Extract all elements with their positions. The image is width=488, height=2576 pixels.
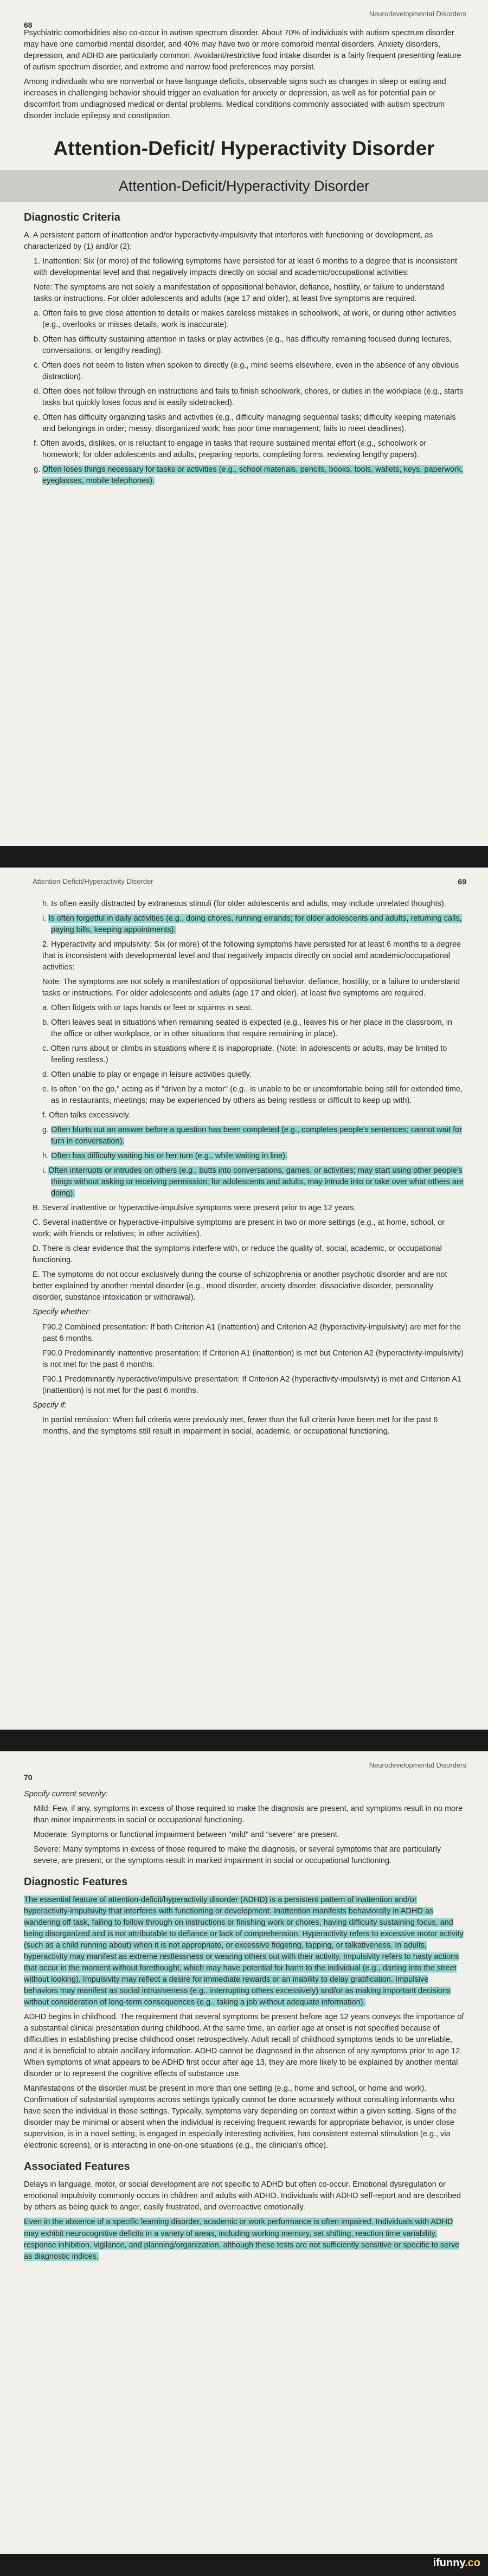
note: Note: The symptoms are not solely a manifestation of oppositional behavior, defiance, hostility, or failure to understand tasks or instructions. For older adolescents and adults (age 17 and older), at least five symptoms are required. <box>34 282 445 303</box>
page-number: 68 <box>24 21 33 29</box>
body-paragraph: Manifestations of the disorder must be present in more than one setting (e.g., home and school, or home and work). Confirmation of substantial symptoms across settings typically cannot be done accurately without consulting informants who have seen the individual in those settings. Typically, symptoms vary depending on context within a given setting. Signs of the disorder may be minimal or absent when the individual is receiving frequent rewards for appropriate behavior, is under close supervision, is in a novel setting, is engaged in especially interesting activities, has consistent external stimulation (e.g., via electronic screens), or is interacting in one-on-one situations (e.g., the clinician's office). <box>24 2084 457 2150</box>
specify-whether: Specify whether: <box>33 1308 91 1317</box>
list-item: a. Often fails to give close attention to details or makes careless mistakes in schoolwork, at work, or during other activities (e.g., overlooks or misses details, work is inaccurate). <box>42 308 464 331</box>
list-item: e. Often has difficulty organizing tasks and activities (e.g., difficulty managing sequential tasks; difficulty keeping materials and belongings in order; messy, disorganized work; has poor time management; fails to meet deadlines). <box>42 412 464 435</box>
criterion-a: A. A persistent pattern of inattention and/or hyperactivity-impulsivity that interferes with functioning or development, as characterized by (1) and/or (2): <box>24 230 433 251</box>
list-item: f. Often avoids, dislikes, or is reluctant to engage in tasks that require sustained mental effort (e.g., schoolwork or homework; for older adolescents and adults, preparing reports, completing forms, reviewing lengthy papers). <box>42 438 464 461</box>
intro-paragraph: Among individuals who are nonverbal or have language deficits, observable signs such as changes in sleep or eating and increases in challenging behavior should trigger an evaluation for anxiety or depression, as well as for potential pain or discomfort from undiagnosed medical or dental problems. Medical conditions commonly associated with autism spectrum disorder include epilepsy and constipation. <box>24 78 446 121</box>
watermark-logo: ifunny.co <box>433 2557 480 2569</box>
criterion-d: D. There is clear evidence that the symptoms interfere with, or reduce the quality of, social, academic, or occupational functioning. <box>33 1244 442 1265</box>
list-item-highlighted: g. Often loses things necessary for tasks or activities (e.g., school materials, pencils, books, tools, wallets, keys, paperwork, eyeglasses, mobile telephones). <box>42 464 464 487</box>
inattention-list <box>24 308 464 487</box>
list-item: d. Often unable to play or engage in leisure activities quietly. <box>51 1069 464 1081</box>
book-page-68 <box>0 0 488 846</box>
list-item: c. Often does not seem to listen when spoken to directly (e.g., mind seems elsewhere, even in the absence of any obvious distraction). <box>42 360 464 383</box>
specifier-hyperactive: F90.1 Predominantly hyperactive/impulsive presentation: If Criterion A2 (hyperactivity-impulsivity) is met and Criterion A1 (inattention) is not met for the past 6 months. <box>42 1374 461 1395</box>
hyperactivity-heading: 2. Hyperactivity and impulsivity: Six (or more) of the following symptoms have persisted for at least 6 months to a degree that is inconsistent with developmental level and that negatively impacts directly on social and academic/occupational activities: <box>42 940 461 972</box>
partial-remission: In partial remission: When full criteria were previously met, fewer than the full criteria have been met for the past 6 months, and the symptoms still result in impairment in social, academic, or occupational functioning. <box>42 1415 438 1436</box>
list-item: b. Often leaves seat in situations when remaining seated is expected (e.g., leaves his or her place in the classroom, in the office or other workplace, or in other situations that require remaining in place). <box>51 1017 464 1040</box>
book-page-70 <box>0 1751 488 2554</box>
specifier-combined: F90.2 Combined presentation: If both Criterion A1 (inattention) and Criterion A2 (hyperactivity-impulsivity) are met for the past 6 months. <box>42 1322 461 1343</box>
list-item: h. Is often easily distracted by extraneous stimuli (for older adolescents and adults, may include unrelated thoughts). <box>51 898 464 910</box>
hyperactivity-list <box>33 1003 464 1199</box>
list-item: b. Often has difficulty sustaining attention in tasks or play activities (e.g., has difficulty remaining focused during lectures, conversations, or lengthy reading). <box>42 334 464 357</box>
specify-if: Specify if: <box>33 1401 67 1410</box>
running-head: Attention-Deficit/Hyperactivity Disorder <box>33 877 153 885</box>
list-item-highlighted: i. Is often forgetful in daily activities (e.g., doing chores, running errands; for older adolescents and adults, returning calls, paying bills, keeping appointments). <box>51 913 464 936</box>
list-item-highlighted: i. Often interrupts or intrudes on others (e.g., butts into conversations, games, or activities; may start using other people's things without asking or receiving permission; for adolescents and adults, may intrude into or take over what others are doing). <box>51 1165 464 1199</box>
section-heading: Diagnostic Criteria <box>24 211 120 223</box>
list-item: c. Often runs about or climbs in situations where it is inappropriate. (Note: In adolescents or adults, may be limited to feeling restless.) <box>51 1043 464 1066</box>
list-item-highlighted: h. Often has difficulty waiting his or her turn (e.g., while waiting in line). <box>51 1151 464 1162</box>
body-paragraph: Even in the absence of a specific learning disorder, academic or work performance is often impaired. Individuals with ADHD may exhibit neurocognitive deficits in a variety of areas, including working memory, set shifting, reaction time variability, response inhibition, vigilance, and planning/organization, although these tests are not sufficiently sensitive or specific to serve as diagnostic indices. <box>24 2218 460 2261</box>
running-head: Neurodevelopmental Disorders <box>369 1761 466 1769</box>
list-item-highlighted: g. Often blurts out an answer before a question has been completed (e.g., completes people's sentences; cannot wait for turn in conversation). <box>51 1125 464 1147</box>
watermark-bar <box>0 2554 488 2576</box>
inattention-list-continued <box>33 898 464 936</box>
page-number: 70 <box>24 1773 33 1782</box>
section-heading: Associated Features <box>24 2161 130 2173</box>
note: Note: The symptoms are not solely a manifestation of oppositional behavior, defiance, hostility, or a failure to understand tasks or instructions. For older adolescents and adults (age 17 and older), at least five symptoms are required. <box>42 978 460 998</box>
list-item: d. Often does not follow through on instructions and fails to finish schoolwork, chores, or duties in the workplace (e.g., starts tasks but quickly loses focus and is easily sidetracked). <box>42 386 464 409</box>
severity-severe: Severe: Many symptoms in excess of those required to make the diagnosis, or several symptoms that are particularly severe, are present, or the symptoms result in marked impairment in social or occupational functioning. <box>34 1845 441 1866</box>
criterion-c: C. Several inattentive or hyperactive-impulsive symptoms are present in two or more settings (e.g., at home, school, or work; with friends or relatives; in other activities). <box>33 1218 445 1239</box>
disorder-title-bar: Attention-Deficit/Hyperactivity Disorder <box>0 170 488 202</box>
running-head: Neurodevelopmental Disorders <box>369 10 466 18</box>
list-item: e. Is often "on the go," acting as if "driven by a motor" (e.g., is unable to be or uncomfortable being still for extended time, as in restaurants, meetings; may be experienced by others as being restless or difficult to keep up with). <box>51 1084 464 1107</box>
intro-paragraph: Psychiatric comorbidities also co-occur in autism spectrum disorder. About 70% of individuals with autism spectrum disorder may have one comorbid mental disorder, and 40% may have two or more comorbid mental disorders. Anxiety disorders, depression, and ADHD are particularly common. Avoidant/restrictive food intake disorder is a fairly frequent presenting feature of autism spectrum disorder, and extreme and narrow food preferences may persist. <box>24 29 461 72</box>
specifier-inattentive: F90.0 Predominantly inattentive presentation: If Criterion A1 (inattention) is met but Criterion A2 (hyperactivity-impulsivity) is not met for the past 6 months. <box>42 1348 464 1369</box>
severity-moderate: Moderate: Symptoms or functional impairment between "mild" and "severe" are present. <box>34 1830 339 1840</box>
criterion-b: B. Several inattentive or hyperactive-impulsive symptoms were present prior to age 12 years. <box>33 1204 356 1213</box>
page-number: 69 <box>458 877 466 886</box>
list-item: f. Often talks excessively. <box>51 1110 464 1121</box>
body-paragraph: ADHD begins in childhood. The requirement that several symptoms be present before age 12 years conveys the importance of a substantial clinical presentation during childhood. At the same time, an earlier age at onset is not specified because of difficulties in establishing precise childhood onset retrospectively. Adult recall of childhood symptoms tends to be unreliable, and it is beneficial to obtain ancillary information. ADHD cannot be diagnosed in the absence of any symptoms prior to age 12. When symptoms of what appears to be ADHD first occur after age 13, they are more likely to be explained by another mental disorder or to represent the cognitive effects of substance use. <box>24 2013 464 2079</box>
chapter-title: Attention-Deficit/ Hyperactivity Disorder <box>53 137 435 160</box>
section-heading: Diagnostic Features <box>24 1876 128 1888</box>
severity-heading: Specify current severity: <box>24 1790 108 1798</box>
book-page-69 <box>0 868 488 1730</box>
body-paragraph: Delays in language, motor, or social development are not specific to ADHD but often co-occur. Emotional dysregulation or emotional impulsivity commonly occurs in children and adults with ADHD. Individuals with ADHD self-report and are described by others as being quick to anger, easily frustrated, and overreactive emotionally. <box>24 2180 461 2212</box>
list-item: a. Often fidgets with or taps hands or feet or squirms in seat. <box>51 1003 464 1014</box>
criterion-e: E. The symptoms do not occur exclusively during the course of schizophrenia or another psychotic disorder and are not better explained by another mental disorder (e.g., mood disorder, anxiety disorder, dissociative disorder, personality disorder, substance intoxication or withdrawal). <box>33 1270 447 1302</box>
body-paragraph: The essential feature of attention-deficit/hyperactivity disorder (ADHD) is a persistent pattern of inattention and/or hyperactivity-impulsivity that interferes with functioning or development. Inattention manifests behaviorally in ADHD as wandering off task, failing to follow through on instructions or finishing work or chores, having difficulty sustaining focus, and being disorganized and is not attributable to defiance or lack of comprehension. Hyperactivity refers to excessive motor activity (such as a child running about) when it is not appropriate, or excessive fidgeting, tapping, or talkativeness. In adults, hyperactivity may manifest as extreme restlessness or wearing others out with their activity. Impulsivity refers to hasty actions that occur in the moment without forethought, which may have potential for harm to the individual (e.g., darting into the street without looking). Impulsivity may reflect a desire for immediate rewards or an inability to delay gratification. Impulsive behaviors may manifest as social intrusiveness (e.g., interrupting others excessively) and/or as making important decisions without consideration of long-term consequences (e.g., taking a job without adequate information). <box>24 1896 464 2007</box>
inattention-heading: 1. Inattention: Six (or more) of the following symptoms have persisted for at least 6 months to a degree that is inconsistent with developmental level and that negatively impacts directly on social and academic/occupational activities: <box>34 256 457 277</box>
severity-mild: Mild: Few, if any, symptoms in excess of those required to make the diagnosis are present, and symptoms result in no more than minor impairments in social or occupational functioning. <box>34 1804 463 1825</box>
